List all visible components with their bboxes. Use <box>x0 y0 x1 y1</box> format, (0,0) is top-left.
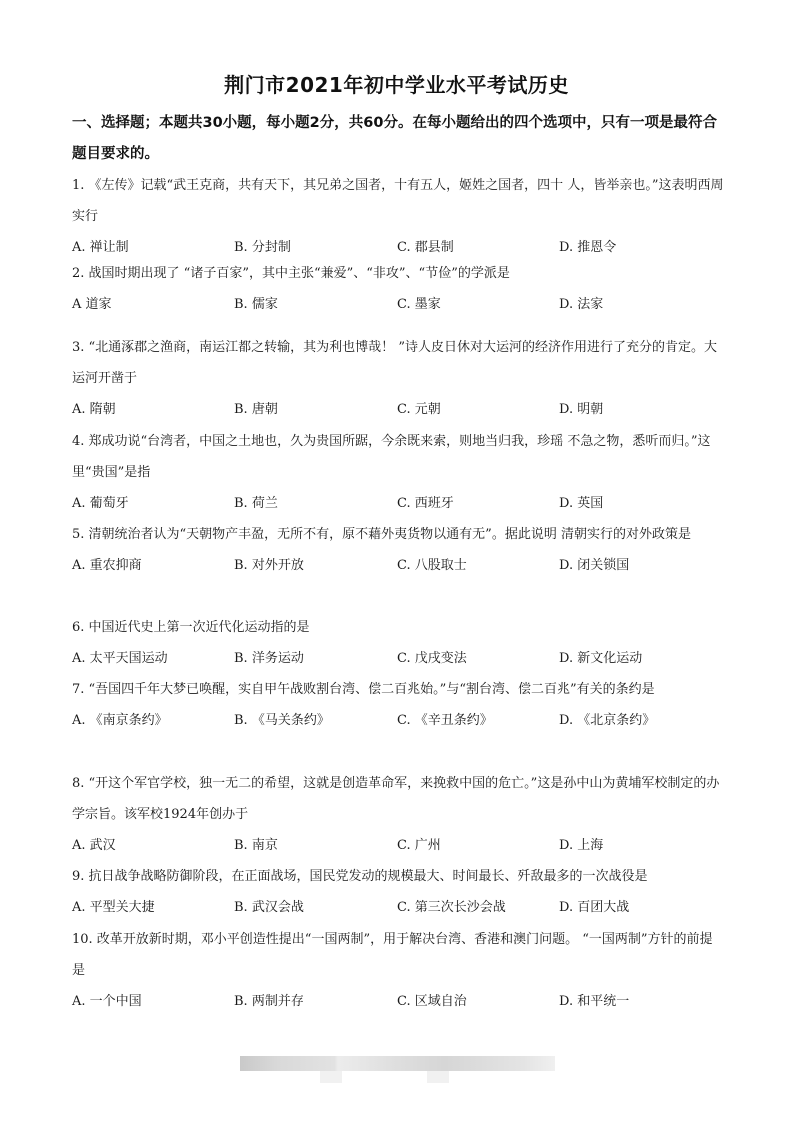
option-a: A. 禅让制 <box>72 240 129 255</box>
question-1 <box>72 170 724 263</box>
option-c: C. 第三次长沙会战 <box>397 900 506 915</box>
question-stem: 7. “吾国四千年大梦已唤醒，实自甲午战败割台湾、偿二百兆始。”与“割台湾、偿二百兆”有关的条约是 <box>72 682 655 697</box>
option-b: B. 儒家 <box>234 297 278 312</box>
option-a: A. 太平天国运动 <box>72 651 168 666</box>
option-a: A. 隋朝 <box>72 402 116 417</box>
option-d: D. 明朝 <box>559 402 604 417</box>
options-row <box>72 892 724 923</box>
option-a: A. 葡萄牙 <box>72 496 129 511</box>
option-a: A 道家 <box>72 297 112 312</box>
options-row <box>72 394 724 425</box>
option-d: D. 英国 <box>559 496 604 511</box>
option-b: B. 分封制 <box>234 240 291 255</box>
option-d: D. 法家 <box>559 297 604 312</box>
question-stem: 3. “北通涿郡之渔商，南运江都之转输，其为利也博哉！ ”诗人皮日休对大运河的经济作用进行了充分的肯定。大运河开凿于 <box>72 340 717 386</box>
option-c: C. 郡县制 <box>397 240 454 255</box>
option-c: C. 八股取士 <box>397 558 467 573</box>
option-b: B. 唐朝 <box>234 402 278 417</box>
option-b: B. 南京 <box>234 838 278 853</box>
question-8 <box>72 768 724 861</box>
option-a: A. 重农抑商 <box>72 558 142 573</box>
question-10 <box>72 924 724 1017</box>
question-2 <box>72 258 724 320</box>
options-row <box>72 289 724 320</box>
options-row <box>72 488 724 519</box>
section-heading: 一、选择题；本题共30小题，每小题2分，共60分。在每小题给出的四个选项中，只有一项是最符合题目要求的。 <box>72 115 717 162</box>
question-4 <box>72 426 724 519</box>
option-c: C. 元朝 <box>397 402 441 417</box>
question-stem: 5. 清朝统治者认为“天朝物产丰盈，无所不有，原不藉外夷货物以通有无”。据此说明 清朝实行的对外政策是 <box>72 527 691 542</box>
question-stem: 1. 《左传》记载“武王克商，共有天下，其兄弟之国者，十有五人，姬姓之国者，四十 人，皆举亲也。”这表明西周实行 <box>72 178 724 224</box>
option-a: A. 平型关大捷 <box>72 900 155 915</box>
option-c: C. 西班牙 <box>397 496 454 511</box>
option-d: D. 和平统一 <box>559 994 630 1009</box>
question-5 <box>72 519 724 581</box>
question-stem: 6. 中国近代史上第一次近代化运动指的是 <box>72 620 310 635</box>
page-title: 荆门市2021年初中学业水平考试历史 <box>224 73 569 97</box>
options-row <box>72 643 724 674</box>
option-b: B. 《马关条约》 <box>234 713 330 728</box>
option-d: D. 推恩令 <box>559 240 617 255</box>
option-a: A. 《南京条约》 <box>72 713 168 728</box>
option-a: A. 一个中国 <box>72 994 142 1009</box>
option-d: D. 上海 <box>559 838 604 853</box>
options-row <box>72 830 724 861</box>
options-row <box>72 550 724 581</box>
option-b: B. 对外开放 <box>234 558 304 573</box>
option-c: C. 《辛丑条约》 <box>397 713 493 728</box>
option-b: B. 荷兰 <box>234 496 278 511</box>
question-6 <box>72 612 724 674</box>
footer-watermark-mark <box>427 1071 449 1083</box>
question-7 <box>72 674 724 736</box>
question-stem: 4. 郑成功说“台湾者，中国之土地也，久为贵国所踞，今余既来索，则地当归我，珍瑶 不急之物，悉听而归。”这里“贵国”是指 <box>72 434 711 480</box>
option-d: D. 闭关锁国 <box>559 558 630 573</box>
footer-watermark-bar <box>240 1056 555 1071</box>
option-d: D. 新文化运动 <box>559 651 643 666</box>
option-d: D. 百团大战 <box>559 900 630 915</box>
option-b: B. 洋务运动 <box>234 651 304 666</box>
option-c: C. 区域自治 <box>397 994 467 1009</box>
options-row <box>72 705 724 736</box>
footer-watermark-mark <box>320 1071 342 1083</box>
option-d: D. 《北京条约》 <box>559 713 656 728</box>
option-a: A. 武汉 <box>72 838 116 853</box>
option-b: B. 武汉会战 <box>234 900 304 915</box>
options-row <box>72 986 724 1017</box>
question-stem: 8. “开这个军官学校，独一无二的希望，这就是创造革命军，来挽救中国的危亡。”这是孙中山为黄埔军校制定的办学宗旨。该军校1924年创办于 <box>72 776 720 822</box>
question-9 <box>72 861 724 923</box>
question-stem: 2. 战国时期出现了 “诸子百家”，其中主张“兼爱”、“非攻”、“节俭”的学派是 <box>72 266 510 281</box>
option-c: C. 戊戌变法 <box>397 651 467 666</box>
question-3 <box>72 332 724 425</box>
question-stem: 10. 改革开放新时期，邓小平创造性提出“一国两制”，用于解决台湾、香港和澳门问题。 “一国两制”方针的前提是 <box>72 932 713 978</box>
option-b: B. 两制并存 <box>234 994 304 1009</box>
option-c: C. 墨家 <box>397 297 441 312</box>
option-c: C. 广州 <box>397 838 441 853</box>
question-stem: 9. 抗日战争战略防御阶段，在正面战场，国民党发动的规模最大、时间最长、歼敌最多的一次战役是 <box>72 869 648 884</box>
